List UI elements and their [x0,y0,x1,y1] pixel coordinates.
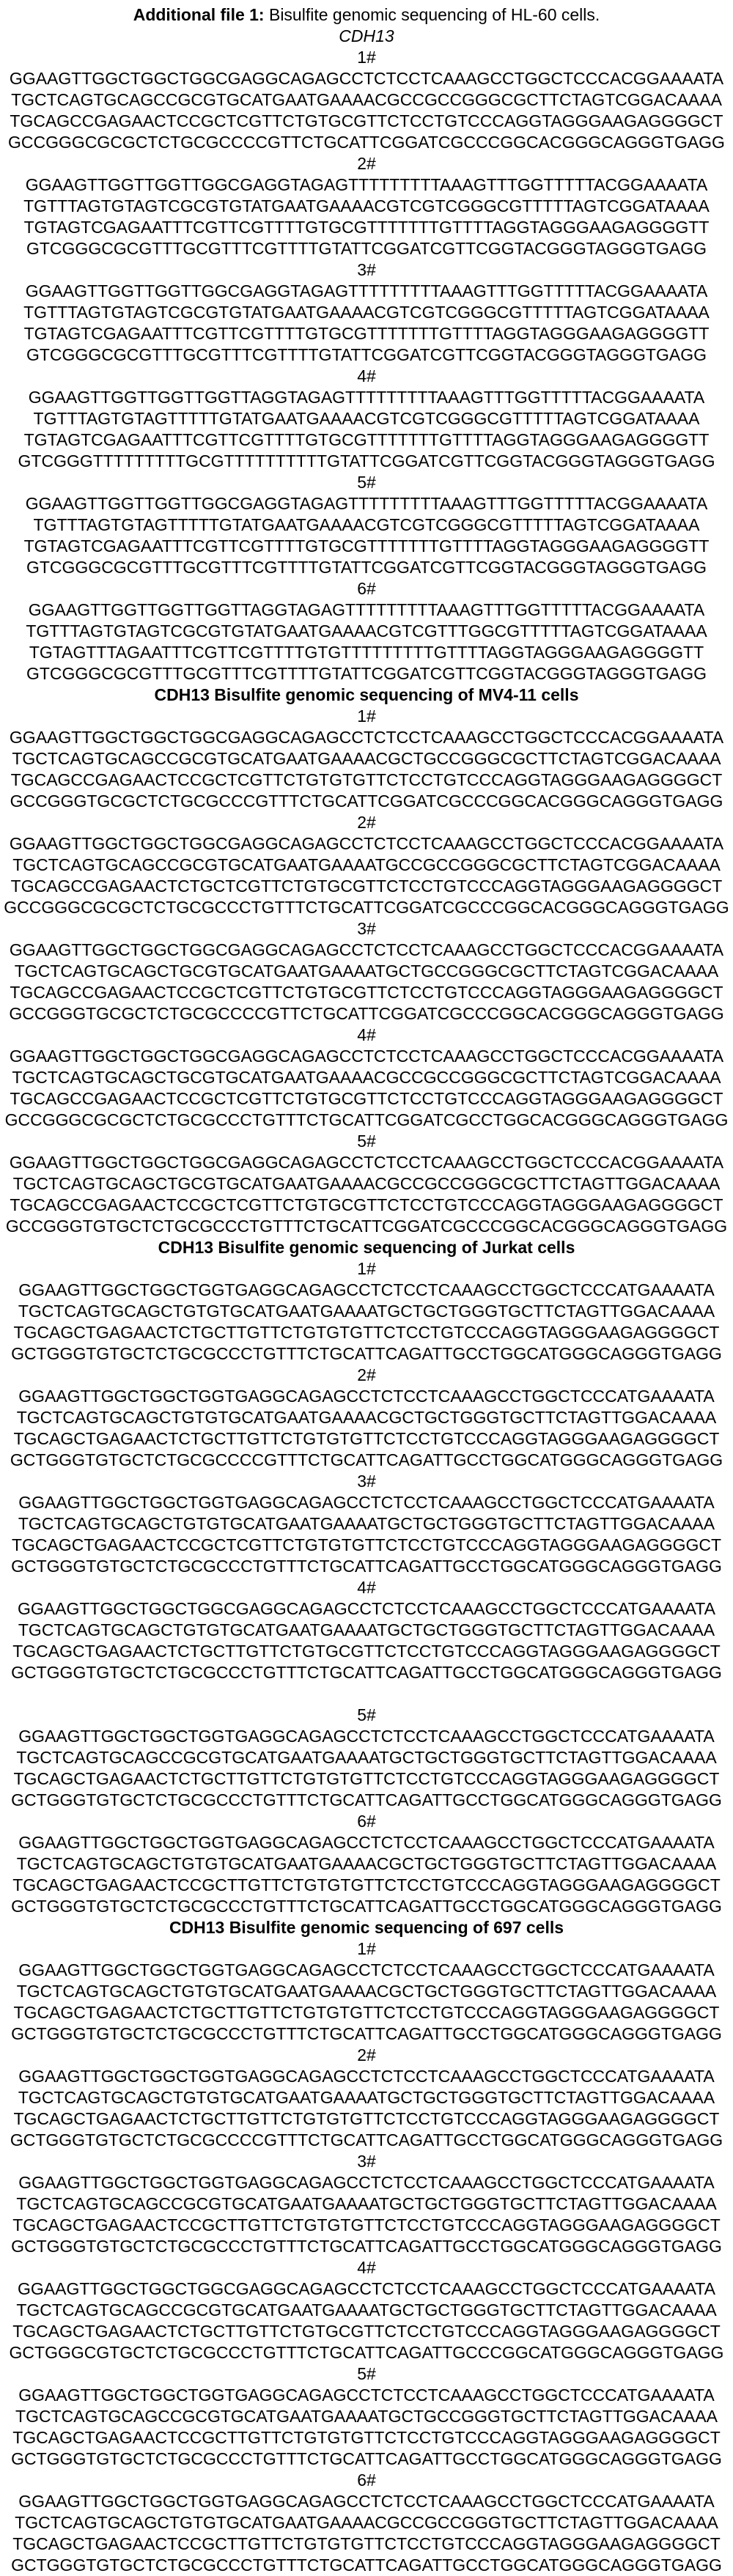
clone-label: 2# [357,813,376,832]
sequence-line: TGCTCAGTGCAGCTGTGTGCATGAATGAAAACGCCGCCGGGTGCTTCTAGTTGGACAAAA [15,2513,718,2532]
sequence-line: TGCAGCTGAGAACTCCGCTTGTTCTGTGTGTTCTCCTGTCCCAGGTAGGGAAGAGGGGCT [12,2534,721,2553]
sequence-line: TGCAGCTGAGAACTCTGCTTGTTCTGTGTGTTCTCCTGTCCCAGGTAGGGAAGAGGGGCT [13,1323,720,1342]
sequence-line: GGAAGTTGGCTGGCTGGTGAGGCAGAGCCTCTCCTCAAAGCCTGGCTCCCATGAAAATA [18,1833,715,1852]
sequence-line: TGCTCAGTGCAGCTGTGTGCATGAATGAAAACGCTGCTGGGTGCTTCTAGTTGGACAAAA [16,1982,717,2001]
sequence-line: TGCTCAGTGCAGCTGCGTGCATGAATGAAAACGCCGCCGGGCGCTTCTAGTCGGACAAAA [12,1068,721,1087]
sequence-line: TGCTCAGTGCAGCTGTGTGCATGAATGAAAATGCTGCTGGGTGCTTCTAGTTGGACAAAA [18,1302,715,1321]
clone-label: 5# [357,1705,376,1724]
sequence-line: TGCTCAGTGCAGCCGCGTGCATGAATGAAAATGCTGCTGGGTGCTTCTAGTTGGACAAAA [16,2300,717,2319]
clone-label: 1# [357,48,376,67]
clone-label: 2# [357,2045,376,2064]
sequence-line: GCCGGGTGTGCTCTGCGCCCTGTTTCTGCATTCGGATCGCCCGGCACGGGCAGGGTGAGG [5,1217,728,1236]
sequence-line: GGAAGTTGGTTGGTTGGCGAGGTAGAGTTTTTTTTTAAAGTTTGGTTTTTACGGAAAATA [25,281,708,300]
sequence-line: GCTGGGTGTGCTCTGCGCCCTGTTTCTGCATTCAGATTGCCTGGCATGGGCAGGGTGAGG [11,1897,722,1916]
sequence-line: TGCAGCCGAGAACTCCGCTCGTTCTGTGCGTTCTCCTGTCCCAGGTAGGGAAGAGGGGCT [10,1195,723,1214]
sequence-line: TGCTCAGTGCAGCCGCGTGCATGAATGAAAATGCTGCCGGGTGCTTCTAGTTGGACAAAA [15,2407,718,2426]
sequence-line: TGCAGCTGAGAACTCTGCTTGTTCTGTGCGTTCTCCTGTCCCAGGTAGGGAAGAGGGGCT [12,1642,721,1661]
sequence-line: TGTAGTCGAGAATTTCGTTCGTTTTGTGCGTTTTTTTGTTTTAGGTAGGGAAGAGGGGTT [23,430,710,449]
sequence-line: TGCTCAGTGCAGCCGCGTGCATGAATGAAAATGCTGCTGGGTGCTTCTAGTTGGACAAAA [16,1748,717,1767]
sequence-line: GGAAGTTGGCTGGCTGGCGAGGCAGAGCCTCTCCTCAAAGCCTGGCTCCCATGAAAATA [18,2279,715,2298]
blank-line [0,1683,733,1705]
sequence-line: TGCAGCTGAGAACTCTGCTTGTTCTGTGTGTTCTCCTGTCCCAGGTAGGGAAGAGGGGCT [13,1769,720,1788]
sequence-line: GGAAGTTGGCTGGCTGGCGAGGCAGAGCCTCTCCTCAAAGCCTGGCTCCCACGGAAAATA [9,1153,724,1172]
sequence-line: GGAAGTTGGCTGGCTGGCGAGGCAGAGCCTCTCCTCAAAGCCTGGCTCCCATGAAAATA [18,1599,715,1618]
sequence-line: GGAAGTTGGCTGGCTGGTGAGGCAGAGCCTCTCCTCAAAGCCTGGCTCCCATGAAAATA [18,1387,715,1406]
sequence-line: GGAAGTTGGCTGGCTGGTGAGGCAGAGCCTCTCCTCAAAGCCTGGCTCCCATGAAAATA [18,2492,715,2511]
clone-label: 6# [357,1812,376,1831]
sequence-line: TGCAGCCGAGAACTCCGCTCGTTCTGTGTGTTCTCCTGTCCCAGGTAGGGAAGAGGGGCT [10,770,723,789]
sequence-line: GCTGGGTGTGCTCTGCGCCCTGTTTCTGCATTCAGATTGCCTGGCATGGGCAGGGTGAGG [11,2237,722,2256]
clone-label: 4# [357,1025,376,1044]
sequence-line: GGAAGTTGGTTGGTTGGTTAGGTAGAGTTTTTTTTTAAAGTTTGGTTTTTACGGAAAATA [28,600,705,619]
section-title: CDH13 Bisulfite genomic sequencing of MV4-11 cells [154,685,579,704]
sequence-line: TGCAGCCGAGAACTCCGCTCGTTCTGTGCGTTCTCCTGTCCCAGGTAGGGAAGAGGGGCT [10,111,723,130]
sequence-line: TGTTTAGTGTAGTTTTTGTATGAATGAAAACGTCGTCGGGCGTTTTTAGTCGGATAAAA [33,515,700,534]
clone-label: 3# [357,260,376,279]
sequence-line: GGAAGTTGGCTGGCTGGCGAGGCAGAGCCTCTCCTCAAAGCCTGGCTCCCACGGAAAATA [9,69,724,88]
sequence-line: TGCTCAGTGCAGCTGCGTGCATGAATGAAAACGCCGCCGGGCGCTTCTAGTTGGACAAAA [12,1174,721,1193]
sequence-line: GCTGGGTGTGCTCTGCGCCCCGTTTCTGCATTCAGATTGCCTGGCATGGGCAGGGTGAGG [10,1450,723,1469]
file-title-label: Additional file 1: [133,5,265,24]
sequence-line: TGCTCAGTGCAGCCGCGTGCATGAATGAAAACGCTGCCGGGCGCTTCTAGTCGGACAAAA [12,749,721,768]
sequence-line: TGCTCAGTGCAGCTGTGTGCATGAATGAAAACGCTGCTGGGTGCTTCTAGTTGGACAAAA [16,1854,717,1873]
sequence-line: GGAAGTTGGCTGGCTGGCGAGGCAGAGCCTCTCCTCAAAGCCTGGCTCCCACGGAAAATA [9,940,724,959]
clone-label: 4# [357,366,376,385]
sequence-line: TGTTTAGTGTAGTCGCGTGTATGAATGAAAACGTCGTTTGGCGTTTTTAGTCGGATAAAA [26,621,707,641]
sequence-line: GCCGGGCGCGCTCTGCGCCCCGTTCTGCATTCGGATCGCCCGGCACGGGCAGGGTGAGG [8,133,725,152]
sequence-line: GCCGGGCGCGCTCTGCGCCCTGTTTCTGCATTCGGATCGCCTGGCACGGGCAGGGTGAGG [4,1110,729,1129]
sequence-line: TGCTCAGTGCAGCTGTGTGCATGAATGAAAATGCTGCTGGGTGCTTCTAGTTGGACAAAA [18,1620,715,1639]
sequence-line: GGAAGTTGGCTGGCTGGTGAGGCAGAGCCTCTCCTCAAAGCCTGGCTCCCATGAAAATA [18,2173,715,2192]
sequence-line: TGCAGCCGAGAACTCTGCTCGTTCTGTGCGTTCTCCTGTCCCAGGTAGGGAAGAGGGGCT [10,876,723,896]
sequence-line: TGCAGCTGAGAACTCTGCTTGTTCTGTGCGTTCTCCTGTCCCAGGTAGGGAAGAGGGGCT [12,2322,721,2341]
clone-label: 4# [357,1578,376,1597]
clone-label: 1# [357,1259,376,1278]
sequence-line: GGAAGTTGGCTGGCTGGCGAGGCAGAGCCTCTCCTCAAAGCCTGGCTCCCACGGAAAATA [9,728,724,747]
gene-name: CDH13 [339,26,394,45]
sequence-line: GGAAGTTGGTTGGTTGGCGAGGTAGAGTTTTTTTTTAAAGTTTGGTTTTTACGGAAAATA [25,494,708,513]
sequence-line: GTCGGGCGCGTTTGCGTTTCGTTTTGTATTCGGATCGTTCGGTACGGGTAGGGTGAGG [26,664,707,683]
sequence-line: GGAAGTTGGCTGGCTGGTGAGGCAGAGCCTCTCCTCAAAGCCTGGCTCCCATGAAAATA [18,2385,715,2405]
sequence-line: GGAAGTTGGCTGGCTGGCGAGGCAGAGCCTCTCCTCAAAGCCTGGCTCCCACGGAAAATA [9,834,724,853]
sequence-line: TGCAGCTGAGAACTCCGCTTGTTCTGTGTGTTCTCCTGTCCCAGGTAGGGAAGAGGGGCT [12,2215,721,2234]
sequence-line: TGCTCAGTGCAGCCGCGTGCATGAATGAAAATGCCGCCGGGCGCTTCTAGTCGGACAAAA [12,855,721,874]
sequence-line: GCTGGGTGTGCTCTGCGCCCTGTTTCTGCATTCAGATTGCCTGGCATGGGCAGGGTGAGG [11,1663,722,1682]
sequence-line: GCTGGGTGTGCTCTGCGCCCTGTTTCTGCATTCAGATTGCCTGGCATGGGCAGGGTGAGG [11,1790,722,1809]
sequence-line: GCTGGGCGTGCTCTGCGCCCTGTTTCTGCATTCAGATTGCCCGGCATGGGCAGGGTGAGG [9,2343,724,2362]
sequence-line: TGTTTAGTGTAGTCGCGTGTATGAATGAAAACGTCGTCGGGCGTTTTTAGTCGGATAAAA [23,303,710,322]
clone-label: 2# [357,154,376,173]
sequence-line: GGAAGTTGGCTGGCTGGTGAGGCAGAGCCTCTCCTCAAAGCCTGGCTCCCATGAAAATA [18,1727,715,1746]
sequence-line: TGTAGTCGAGAATTTCGTTCGTTTTGTGCGTTTTTTTGTTTTAGGTAGGGAAGAGGGGTT [23,536,710,556]
clone-label: 5# [357,1132,376,1151]
sequence-line: TGCAGCCGAGAACTCCGCTCGTTCTGTGCGTTCTCCTGTCCCAGGTAGGGAAGAGGGGCT [10,983,723,1002]
sequence-line: TGCTCAGTGCAGCCGCGTGCATGAATGAAAACGCCGCCGGGCGCTTCTAGTCGGACAAAA [11,90,722,109]
sequence-line: TGTAGTCGAGAATTTCGTTCGTTTTGTGCGTTTTTTTGTTTTAGGTAGGGAAGAGGGGTT [23,218,710,237]
sequence-line: TGCTCAGTGCAGCTGTGTGCATGAATGAAAACGCTGCTGGGTGCTTCTAGTTGGACAAAA [16,1408,717,1427]
file-title-description: Bisulfite genomic sequencing of HL-60 cells. [264,5,600,24]
clone-label: 3# [357,2152,376,2171]
sequence-line: TGCTCAGTGCAGCTGTGTGCATGAATGAAAATGCTGCTGGGTGCTTCTAGTTGGACAAAA [18,1514,715,1533]
file-title [0,4,733,26]
sequence-line: GGAAGTTGGTTGGTTGGCGAGGTAGAGTTTTTTTTTAAAGTTTGGTTTTTACGGAAAATA [25,175,708,194]
sequence-line: GTCGGGCGCGTTTGCGTTTCGTTTTGTATTCGGATCGTTCGGTACGGGTAGGGTGAGG [26,345,707,364]
sequence-line: TGTAGTCGAGAATTTCGTTCGTTTTGTGCGTTTTTTTGTTTTAGGTAGGGAAGAGGGGTT [23,324,710,343]
sequence-line: GCCGGGTGCGCTCTGCGCCCGTTTCTGCATTCGGATCGCCCGGCACGGGCAGGGTGAGG [10,791,723,811]
sequence-line: GGAAGTTGGCTGGCTGGTGAGGCAGAGCCTCTCCTCAAAGCCTGGCTCCCATGAAAATA [18,2067,715,2086]
sequence-line: GCTGGGTGTGCTCTGCGCCCCGTTTCTGCATTCAGATTGCCTGGCATGGGCAGGGTGAGG [10,2130,723,2149]
sequence-line: GGAAGTTGGCTGGCTGGTGAGGCAGAGCCTCTCCTCAAAGCCTGGCTCCCATGAAAATA [18,1280,715,1299]
sequence-line: TGCTCAGTGCAGCTGCGTGCATGAATGAAAATGCTGCCGGGCGCTTCTAGTCGGACAAAA [14,962,719,981]
sequence-line: GGAAGTTGGCTGGCTGGCGAGGCAGAGCCTCTCCTCAAAGCCTGGCTCCCACGGAAAATA [9,1047,724,1066]
section-title: CDH13 Bisulfite genomic sequencing of 697 cells [169,1918,564,1937]
sequence-line: TGCAGCTGAGAACTCCGCTTGTTCTGTGTGTTCTCCTGTCCCAGGTAGGGAAGAGGGGCT [12,1875,721,1894]
sequence-sections [0,47,733,2576]
clone-label: 1# [357,1939,376,1958]
clone-label: 1# [357,706,376,726]
sequence-line: TGCAGCTGAGAACTCTGCTTGTTCTGTGTGTTCTCCTGTCCCAGGTAGGGAAGAGGGGCT [13,2109,720,2128]
sequence-line: GCTGGGTGTGCTCTGCGCCCTGTTTCTGCATTCAGATTGCCTGGCATGGGCAGGGTGAGG [11,2555,722,2575]
clone-label: 2# [357,1365,376,1384]
sequence-line: TGTAGTTTAGAATTTCGTTCGTTTTGTGTTTTTTTTTGTTTTAGGTAGGGAAGAGGGGTT [29,643,704,662]
sequence-line: TGCAGCCGAGAACTCCGCTCGTTCTGTGCGTTCTCCTGTCCCAGGTAGGGAAGAGGGGCT [10,1089,723,1108]
sequence-line: TGCTCAGTGCAGCCGCGTGCATGAATGAAAATGCTGCTGGGTGCTTCTAGTTGGACAAAA [16,2194,717,2213]
clone-label: 5# [357,473,376,492]
sequence-line: GTCGGGCGCGTTTGCGTTTCGTTTTGTATTCGGATCGTTCGGTACGGGTAGGGTGAGG [26,558,707,577]
clone-label: 5# [357,2364,376,2383]
sequence-line: TGCTCAGTGCAGCTGTGTGCATGAATGAAAATGCTGCTGGGTGCTTCTAGTTGGACAAAA [18,2088,715,2107]
sequence-line: GGAAGTTGGCTGGCTGGTGAGGCAGAGCCTCTCCTCAAAGCCTGGCTCCCATGAAAATA [18,1493,715,1512]
sequence-line: GGAAGTTGGCTGGCTGGTGAGGCAGAGCCTCTCCTCAAAGCCTGGCTCCCATGAAAATA [18,1960,715,1979]
clone-label: 6# [357,579,376,598]
sequence-line: GTCGGGTTTTTTTTTGCGTTTTTTTTTTGTATTCGGATCGTTCGGTACGGGTAGGGTGAGG [18,451,715,470]
sequence-line: TGTTTAGTGTAGTCGCGTGTATGAATGAAAACGTCGTCGGGCGTTTTTAGTCGGATAAAA [23,196,710,215]
sequence-line: GCTGGGTGTGCTCTGCGCCCTGTTTCTGCATTCAGATTGCCTGGCATGGGCAGGGTGAGG [11,1557,722,1576]
sequence-line: GCCGGGCGCGCTCTGCGCCCTGTTTCTGCATTCGGATCGCCCGGCACGGGCAGGGTGAGG [4,898,729,917]
sequence-line: TGCAGCTGAGAACTCCGCTTGTTCTGTGTGTTCTCCTGTCCCAGGTAGGGAAGAGGGGCT [12,2428,721,2447]
sequence-line: TGCAGCTGAGAACTCTGCTTGTTCTGTGTGTTCTCCTGTCCCAGGTAGGGAAGAGGGGCT [13,1429,720,1448]
sequence-line: GCTGGGTGTGCTCTGCGCCCTGTTTCTGCATTCAGATTGCCTGGCATGGGCAGGGTGAGG [11,2449,722,2468]
sequence-line: GCCGGGTGCGCTCTGCGCCCCGTTCTGCATTCGGATCGCCCGGCACGGGCAGGGTGAGG [9,1004,724,1023]
sequence-line: GTCGGGCGCGTTTGCGTTTCGTTTTGTATTCGGATCGTTCGGTACGGGTAGGGTGAGG [26,239,707,258]
clone-label: 3# [357,919,376,938]
sequence-line: TGTTTAGTGTAGTTTTTGTATGAATGAAAACGTCGTCGGGCGTTTTTAGTCGGATAAAA [33,409,700,428]
section-title: CDH13 Bisulfite genomic sequencing of Jurkat cells [158,1238,575,1257]
clone-label: 4# [357,2258,376,2277]
clone-label: 3# [357,1472,376,1491]
sequence-line: GCTGGGTGTGCTCTGCGCCCTGTTTCTGCATTCAGATTGCCTGGCATGGGCAGGGTGAGG [11,2024,722,2043]
clone-label: 6# [357,2470,376,2490]
sequence-line: GCTGGGTGTGCTCTGCGCCCTGTTTCTGCATTCAGATTGCCTGGCATGGGCAGGGTGAGG [11,1344,722,1363]
sequence-line: TGCAGCTGAGAACTCCGCTCGTTCTGTGTGTTCTCCTGTCCCAGGTAGGGAAGAGGGGCT [11,1535,722,1554]
sequence-line: GGAAGTTGGTTGGTTGGTTAGGTAGAGTTTTTTTTTAAAGTTTGGTTTTTACGGAAAATA [28,388,705,407]
sequence-line: TGCAGCTGAGAACTCTGCTTGTTCTGTGTGTTCTCCTGTCCCAGGTAGGGAAGAGGGGCT [13,2003,720,2022]
